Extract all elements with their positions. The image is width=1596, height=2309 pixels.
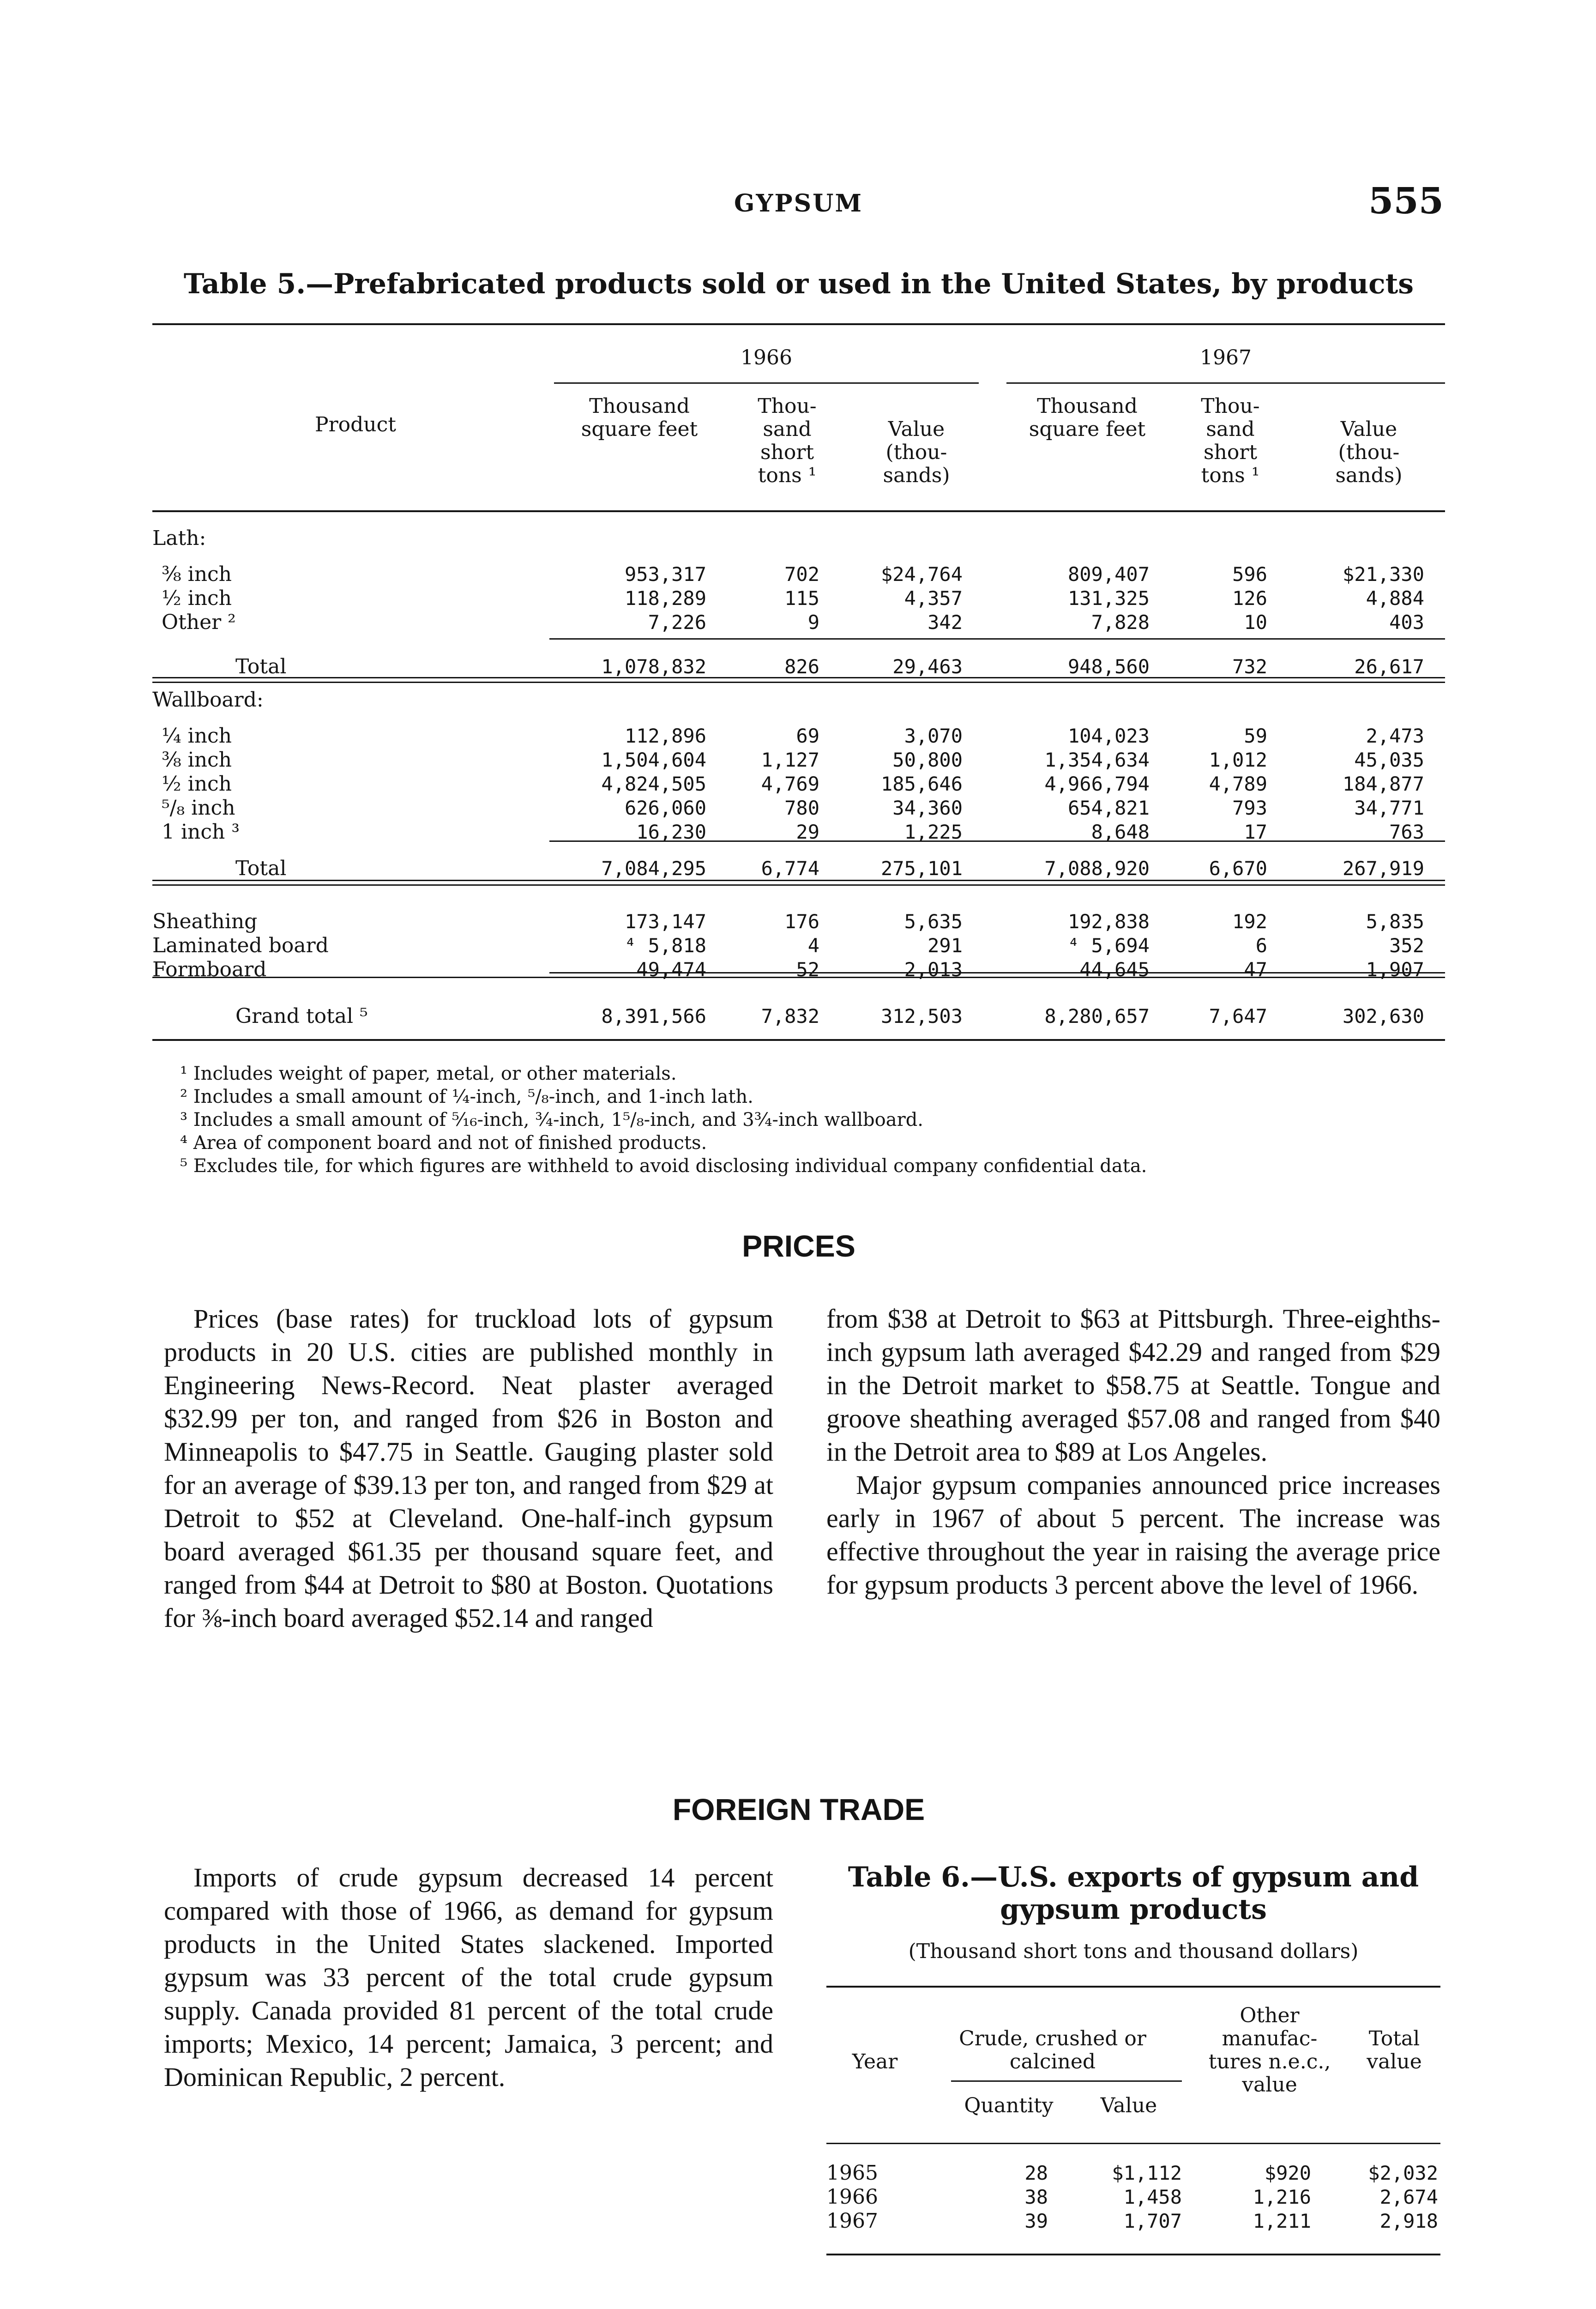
table5-footnote: ² Includes a small amount of ¼-inch, ⁵/₈-inch, and 1-inch lath. xyxy=(180,1086,753,1107)
table5-cell: 10 xyxy=(1244,611,1267,634)
prices-left-column xyxy=(164,1302,773,1635)
table5-col-sqft-1967: Thousand square feet xyxy=(1029,394,1146,441)
table5-row-label: ½ inch xyxy=(162,772,232,796)
table5-cell: 173,147 xyxy=(624,910,706,933)
table5-cell: 7,828 xyxy=(1091,611,1150,634)
table5-cell: 267,919 xyxy=(1342,857,1424,880)
table5-cell: 7,084,295 xyxy=(601,857,706,880)
table6-row-year: 1965 xyxy=(826,2161,878,2185)
table5-col-value-1967: Value (thou- sands) xyxy=(1335,417,1403,487)
table5-cell: 1,127 xyxy=(761,749,819,771)
table5-row-label: ⅜ inch xyxy=(162,748,232,772)
table5-cell: 45,035 xyxy=(1354,749,1424,771)
table5-footnote: ⁴ Area of component board and not of finished products. xyxy=(180,1132,707,1154)
table5-cell: 626,060 xyxy=(624,797,706,819)
running-head: GYPSUM xyxy=(734,189,863,218)
table5-cell: $21,330 xyxy=(1342,563,1424,586)
prices-heading: PRICES xyxy=(742,1229,855,1263)
table5-cell: 104,023 xyxy=(1067,725,1150,747)
table5-cell: 4,789 xyxy=(1209,773,1267,795)
table5-cell: 112,896 xyxy=(624,725,706,747)
table6-subtitle: (Thousand short tons and thousand dollars) xyxy=(908,1940,1359,1963)
table5-cell: 4,769 xyxy=(761,773,819,795)
table5-cell: 34,771 xyxy=(1354,797,1424,819)
table5-cell: 29 xyxy=(796,821,819,843)
table5-cell: 403 xyxy=(1389,611,1424,634)
table5-cell: 732 xyxy=(1232,655,1267,678)
prices-paragraph-2: from $38 at Detroit to $63 at Pittsburgh. Three-eighths-inch gypsum lath averaged $42.29 and ranged from $29 in the Detroit market to $58.75 at Seattle. Tongue and groove sheathing averaged $57.08 and ranged from $40 in the Detroit area to $89 at Los Angeles. xyxy=(826,1304,1440,1467)
table5-cell: 17 xyxy=(1244,821,1267,843)
table5-cell: 1,012 xyxy=(1209,749,1267,771)
table5-cell: 780 xyxy=(784,797,819,819)
table5-cell: 763 xyxy=(1389,821,1424,843)
table5-cell: $24,764 xyxy=(880,563,963,586)
table5-cell: 16,230 xyxy=(636,821,706,843)
table5-footnote: ¹ Includes weight of paper, metal, or other materials. xyxy=(180,1063,677,1084)
foreign-trade-paragraph: Imports of crude gypsum decreased 14 percent compared with those of 1966, as demand for gypsum products in the United States slackened. Imported gypsum was 33 percent of the total crude gypsum supply. Canada provided 81 percent of the total crude imports; Mexico, 14 percent; Jamaica, 3 percent; and Dominican Republic, 2 percent. xyxy=(164,1862,773,2092)
table6-cell: $920 xyxy=(1264,2162,1311,2184)
table6-col-year: Year xyxy=(852,2050,898,2073)
table5-cell: 118,289 xyxy=(624,587,706,610)
table5-cell: 184,877 xyxy=(1342,773,1424,795)
table5-row-label: Laminated board xyxy=(152,934,329,957)
table5-row-label: ¼ inch xyxy=(162,724,232,748)
table5-cell: 275,101 xyxy=(880,857,963,880)
table5-cell: 59 xyxy=(1244,725,1267,747)
page-number: 555 xyxy=(1368,180,1444,222)
table5-cell: 26,617 xyxy=(1354,655,1424,678)
table5-cell: 50,800 xyxy=(892,749,963,771)
table5-cell: 342 xyxy=(927,611,963,634)
table5-footnote: ⁵ Excludes tile, for which figures are withheld to avoid disclosing individual company confidential data. xyxy=(180,1155,1147,1177)
table6-cell: 1,216 xyxy=(1253,2186,1311,2208)
table5-row-label: ½ inch xyxy=(162,586,232,610)
table6-cell: 1,211 xyxy=(1253,2210,1311,2232)
table6-col-quantity: Quantity xyxy=(964,2094,1054,2117)
table6-cell: 39 xyxy=(1024,2210,1048,2232)
table5-cell: ⁴ 5,818 xyxy=(624,934,706,957)
table5-cell: 302,630 xyxy=(1342,1005,1424,1028)
table6-row-year: 1967 xyxy=(826,2209,878,2233)
foreign-trade-heading: FOREIGN TRADE xyxy=(672,1792,925,1826)
table5-cell: 192,838 xyxy=(1067,910,1150,933)
table5-cell: 4,966,794 xyxy=(1044,773,1150,795)
table5-cell: 131,325 xyxy=(1067,587,1150,610)
table6-cell: 38 xyxy=(1024,2186,1048,2208)
table5-cell: 1,078,832 xyxy=(601,655,706,678)
table5-cell: 7,226 xyxy=(648,611,706,634)
prices-paragraph-1: Prices (base rates) for truckload lots of gypsum products in 20 U.S. cities are published monthly in Engineering News-Record. Neat plaster averaged $32.99 per ton, and ranged from $26 in Boston and Minneapolis to $47.75 in Seattle. Gauging plaster sold for an average of $39.13 per ton, and ranged from $29 at Detroit to $52 at Cleveland. One-half-inch gypsum board averaged $61.35 per thousand square feet, and ranged from $44 at Detroit to $80 at Boston. Quotations for ⅜-inch board averaged $52.14 and ranged xyxy=(164,1304,773,1633)
table5-row-label: ⅜ inch xyxy=(162,562,232,586)
table5-cell: 6,774 xyxy=(761,857,819,880)
table5-cell: 47 xyxy=(1244,958,1267,981)
table5-cell: 4 xyxy=(807,934,819,957)
table5-col-value-1966: Value (thou- sands) xyxy=(883,417,950,487)
table5-cell: 1,907 xyxy=(1366,958,1424,981)
table5-group-wallboard: Wallboard: xyxy=(152,688,264,712)
table5-cell: 3,070 xyxy=(904,725,963,747)
table5-cell: 654,821 xyxy=(1067,797,1150,819)
table5-cell: 7,647 xyxy=(1209,1005,1267,1028)
table6-cell: $2,032 xyxy=(1368,2162,1438,2184)
table6-cell: $1,112 xyxy=(1112,2162,1182,2184)
table6-cell: 2,918 xyxy=(1379,2210,1438,2232)
table6-col-other: Other manufac- tures n.e.c., value xyxy=(1208,2004,1331,2097)
foreign-trade-column xyxy=(164,1861,773,2094)
table5-footnote: ³ Includes a small amount of ⁵⁄₁₆-inch, ¾-inch, 1⁵/₈-inch, and 3¾-inch wallboard. xyxy=(180,1109,924,1130)
prices-paragraph-3: Major gypsum companies announced price increases early in 1967 of about 5 percent. The increase was effective throughout the year in raising the average price for gypsum products 3 percent above the level of 1966. xyxy=(826,1470,1440,1600)
table6-col-crude: Crude, crushed or calcined xyxy=(959,2027,1146,2073)
table5-cell: 4,824,505 xyxy=(601,773,706,795)
table5-row-label: 1 inch ³ xyxy=(162,820,240,844)
table6-cell: 1,707 xyxy=(1123,2210,1182,2232)
table5-cell: 7,832 xyxy=(761,1005,819,1028)
table5-cell: 8,280,657 xyxy=(1044,1005,1150,1028)
table5-cell: 6 xyxy=(1255,934,1267,957)
table5-row-label: Total xyxy=(235,857,287,880)
table5-cell: 352 xyxy=(1389,934,1424,957)
table5-cell: 49,474 xyxy=(636,958,706,981)
table5-cell: 52 xyxy=(796,958,819,981)
table5-cell: 809,407 xyxy=(1067,563,1150,586)
table5-col-tons-1967: Thou- sand short tons ¹ xyxy=(1201,394,1260,487)
table5-cell: 7,088,920 xyxy=(1044,857,1150,880)
table5-cell: 312,503 xyxy=(880,1005,963,1028)
table5-cell: 34,360 xyxy=(892,797,963,819)
table5-cell: 826 xyxy=(784,655,819,678)
table5-row-label: Total xyxy=(235,655,287,678)
table5-cell: 793 xyxy=(1232,797,1267,819)
table5-cell: 176 xyxy=(784,910,819,933)
table5-cell: 4,357 xyxy=(904,587,963,610)
table5-cell: 1,225 xyxy=(904,821,963,843)
table6-cell: 28 xyxy=(1024,2162,1048,2184)
table5-row-label: Sheathing xyxy=(152,910,258,933)
table5-cell: 596 xyxy=(1232,563,1267,586)
prices-right-column xyxy=(826,1302,1440,1602)
table5-cell: 702 xyxy=(784,563,819,586)
table5-cell: 5,635 xyxy=(904,910,963,933)
table5-cell: 1,504,604 xyxy=(601,749,706,771)
table5-cell: 953,317 xyxy=(624,563,706,586)
table6-col-value: Value xyxy=(1100,2094,1157,2117)
table6-row-year: 1966 xyxy=(826,2185,878,2209)
table5-cell: 185,646 xyxy=(880,773,963,795)
table5-cell: 126 xyxy=(1232,587,1267,610)
table6-cell: 1,458 xyxy=(1123,2186,1182,2208)
table5-cell: 9 xyxy=(807,611,819,634)
table5-cell: ⁴ 5,694 xyxy=(1067,934,1150,957)
table5-cell: 291 xyxy=(927,934,963,957)
table5-year-1966: 1966 xyxy=(741,346,792,369)
table5-product-header: Product xyxy=(315,413,396,436)
table5-cell: 44,645 xyxy=(1079,958,1150,981)
table5-cell: 8,648 xyxy=(1091,821,1150,843)
table5-col-sqft-1966: Thousand square feet xyxy=(581,394,698,441)
table5-title: Table 5.—Prefabricated products sold or used in the United States, by products xyxy=(183,268,1414,300)
table5-row-label: Grand total ⁵ xyxy=(235,1004,368,1028)
table5-cell: 29,463 xyxy=(892,655,963,678)
table5-year-1967: 1967 xyxy=(1200,346,1252,369)
table5-cell: 4,884 xyxy=(1366,587,1424,610)
table5-cell: 8,391,566 xyxy=(601,1005,706,1028)
table6-title: Table 6.—U.S. exports of gypsum and gypsum products xyxy=(848,1861,1419,1926)
table5-cell: 192 xyxy=(1232,910,1267,933)
table5-row-label: ⁵/₈ inch xyxy=(162,796,235,820)
table5-cell: 115 xyxy=(784,587,819,610)
table5-cell: 1,354,634 xyxy=(1044,749,1150,771)
table5-cell: 2,473 xyxy=(1366,725,1424,747)
table5-cell: 5,835 xyxy=(1366,910,1424,933)
table5-row-label: Formboard xyxy=(152,958,267,981)
table5-cell: 948,560 xyxy=(1067,655,1150,678)
table5-cell: 2,013 xyxy=(904,958,963,981)
table5-row-label: Other ² xyxy=(162,610,236,634)
table5-cell: 69 xyxy=(796,725,819,747)
table6-col-total: Total value xyxy=(1367,2027,1422,2073)
table6-cell: 2,674 xyxy=(1379,2186,1438,2208)
table5-cell: 6,670 xyxy=(1209,857,1267,880)
table5-col-tons-1966: Thou- sand short tons ¹ xyxy=(758,394,817,487)
table5-group-lath: Lath: xyxy=(152,526,206,550)
